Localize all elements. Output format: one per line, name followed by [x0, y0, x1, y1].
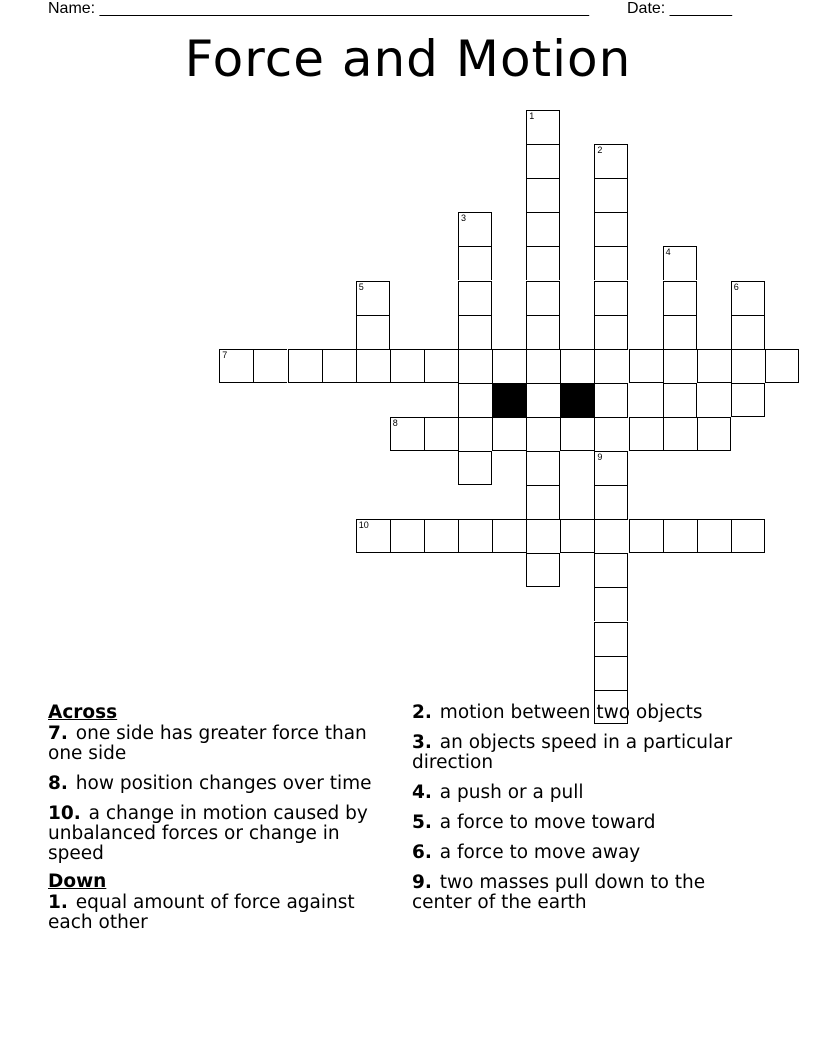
grid-cell[interactable] [526, 178, 560, 212]
grid-cell[interactable] [526, 315, 560, 349]
clue-down-2 [412, 703, 752, 723]
grid-cell[interactable] [424, 519, 458, 553]
name-line: Name: _______________________________________________________ [48, 0, 589, 17]
grid-cell[interactable] [594, 383, 628, 417]
down-heading: Down [48, 871, 107, 892]
cell-number: 5 [358, 281, 364, 292]
grid-cell[interactable] [253, 349, 287, 383]
grid-cell[interactable] [594, 519, 628, 553]
grid-cell[interactable] [594, 587, 628, 621]
grid-cell[interactable] [731, 315, 765, 349]
clue-across-7 [48, 724, 383, 764]
grid-cell[interactable] [663, 417, 697, 451]
grid-cell[interactable] [731, 281, 765, 315]
grid-cell[interactable] [594, 656, 628, 690]
grid-cell[interactable] [458, 519, 492, 553]
grid-cell[interactable] [594, 246, 628, 280]
clue-down-5 [412, 813, 752, 833]
clue-across-10 [48, 804, 383, 864]
grid-cell[interactable] [765, 349, 799, 383]
clues-left-column [48, 703, 383, 943]
grid-cell[interactable] [594, 212, 628, 246]
clue-text: motion between two objects [439, 702, 703, 723]
grid-cell[interactable] [663, 383, 697, 417]
grid-cell[interactable] [424, 349, 458, 383]
clue-number: 2. [412, 702, 432, 723]
grid-cell[interactable] [458, 349, 492, 383]
date-line: Date: _______ [627, 0, 732, 17]
grid-cell[interactable] [458, 246, 492, 280]
grid-cell[interactable] [424, 417, 458, 451]
grid-cell[interactable] [731, 349, 765, 383]
grid-cell[interactable] [594, 315, 628, 349]
grid-cell[interactable] [663, 281, 697, 315]
clue-text: a force to move toward [439, 812, 656, 833]
grid-cell[interactable] [492, 417, 526, 451]
cell-number: 1 [529, 111, 535, 121]
grid-cell[interactable] [697, 519, 731, 553]
grid-cell[interactable] [458, 212, 492, 246]
cell-number: 3 [461, 213, 467, 224]
grid-cell[interactable] [629, 349, 663, 383]
grid-cell[interactable] [560, 417, 594, 451]
clue-down-6 [412, 843, 752, 863]
cell-number: 6 [733, 281, 739, 292]
grid-cell[interactable] [594, 144, 628, 178]
grid-cell[interactable] [526, 110, 560, 144]
grid-cell[interactable] [594, 622, 628, 656]
clue-across-8 [48, 774, 383, 794]
black-cell [560, 383, 594, 417]
clue-text: an objects speed in a particular direction [412, 732, 733, 773]
clue-text: a force to move away [439, 842, 641, 863]
grid-cell[interactable] [560, 349, 594, 383]
grid-cell[interactable] [663, 315, 697, 349]
clue-number: 6. [412, 842, 432, 863]
grid-cell[interactable] [458, 315, 492, 349]
grid-cell[interactable] [526, 383, 560, 417]
grid-cell[interactable] [356, 315, 390, 349]
grid-cell[interactable] [594, 485, 628, 519]
clue-number: 7. [48, 723, 68, 744]
grid-cell[interactable] [731, 383, 765, 417]
grid-cell[interactable] [594, 178, 628, 212]
grid-cell[interactable] [560, 519, 594, 553]
clue-text: two masses pull down to the center of the earth [412, 872, 706, 913]
grid-cell[interactable] [526, 553, 560, 587]
clue-text: a change in motion caused by unbalanced forces or change in speed [48, 803, 368, 864]
across-heading: Across [48, 702, 118, 723]
grid-cell[interactable] [731, 519, 765, 553]
cell-number: 2 [597, 145, 603, 156]
grid-cell[interactable] [526, 451, 560, 485]
grid-cell[interactable] [356, 349, 390, 383]
clue-down-3 [412, 733, 752, 773]
clue-number: 9. [412, 872, 432, 893]
grid-cell[interactable] [594, 417, 628, 451]
grid-cell[interactable] [697, 349, 731, 383]
grid-cell[interactable] [526, 349, 560, 383]
grid-cell[interactable] [288, 349, 322, 383]
black-cell [492, 383, 526, 417]
cell-number: 10 [358, 520, 369, 531]
cell-number: 4 [665, 247, 671, 258]
cell-number: 8 [392, 417, 398, 428]
grid-cell[interactable] [526, 144, 560, 178]
grid-cell[interactable] [492, 349, 526, 383]
grid-cell[interactable] [697, 417, 731, 451]
grid-cell[interactable] [526, 519, 560, 553]
grid-cell[interactable] [526, 212, 560, 246]
grid-cell[interactable] [390, 349, 424, 383]
grid-cell[interactable] [663, 246, 697, 280]
cell-number: 7 [222, 349, 228, 360]
grid-cell[interactable] [322, 349, 356, 383]
clue-down-9 [412, 873, 752, 913]
grid-cell[interactable] [526, 417, 560, 451]
grid-cell[interactable] [356, 519, 390, 553]
grid-cell[interactable] [594, 553, 628, 587]
grid-cell[interactable] [663, 519, 697, 553]
clue-number: 1. [48, 892, 68, 913]
grid-cell[interactable] [526, 485, 560, 519]
clue-number: 8. [48, 773, 68, 794]
grid-cell[interactable] [458, 281, 492, 315]
grid-cell[interactable] [594, 281, 628, 315]
grid-cell[interactable] [594, 451, 628, 485]
grid-cell[interactable] [526, 246, 560, 280]
clue-down-4 [412, 783, 752, 803]
cell-number: 9 [597, 452, 603, 462]
grid-cell[interactable] [526, 281, 560, 315]
grid-cell[interactable] [629, 519, 663, 553]
grid-cell[interactable] [663, 349, 697, 383]
grid-cell[interactable] [356, 281, 390, 315]
grid-cell[interactable] [219, 349, 253, 383]
grid-cell[interactable] [458, 417, 492, 451]
clue-down-1 [48, 893, 383, 933]
grid-cell[interactable] [458, 383, 492, 417]
clue-number: 10. [48, 803, 81, 824]
clue-text: equal amount of force against each other [48, 892, 355, 933]
grid-cell[interactable] [390, 519, 424, 553]
grid-cell[interactable] [390, 417, 424, 451]
clue-text: a push or a pull [439, 782, 584, 803]
grid-cell[interactable] [458, 451, 492, 485]
grid-cell[interactable] [492, 519, 526, 553]
grid-cell[interactable] [594, 349, 628, 383]
grid-cell[interactable] [629, 417, 663, 451]
page-title: Force and Motion [184, 30, 632, 88]
clue-number: 4. [412, 782, 432, 803]
clue-number: 3. [412, 732, 432, 753]
clues-right-column [412, 703, 752, 923]
clue-text: how position changes over time [75, 773, 372, 794]
clue-number: 5. [412, 812, 432, 833]
clue-text: one side has greater force than one side [48, 723, 367, 764]
